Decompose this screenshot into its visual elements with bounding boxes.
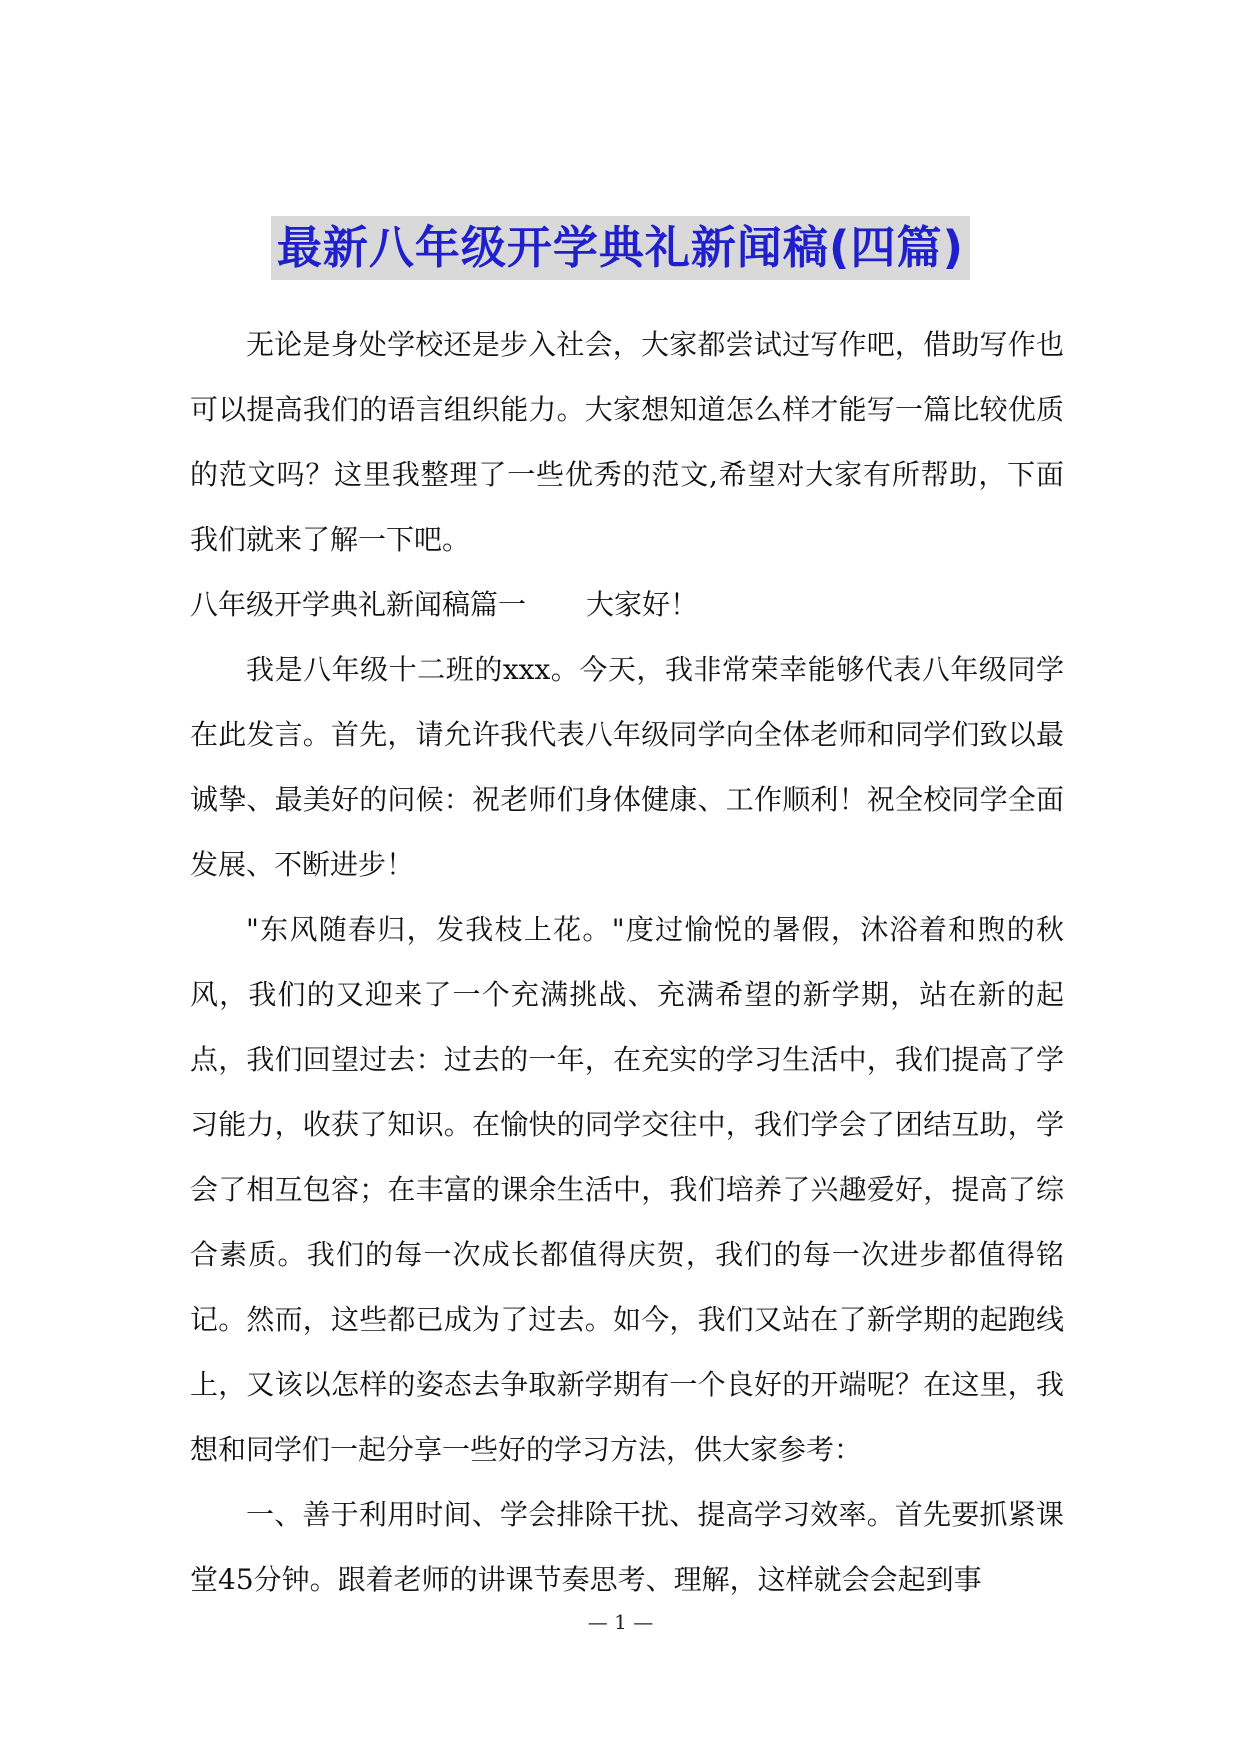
document-title: 最新八年级开学典礼新闻稿(四篇): [271, 216, 970, 280]
intro-paragraph: 无论是身处学校还是步入社会，大家都尝试过写作吧，借助写作也可以提高我们的语言组织能力。大家想知道怎么样才能写一篇比较优质的范文吗？这里我整理了一些优秀的范文,希望对大家有所帮助，下面我们就来了解一下吧。: [190, 328, 1064, 556]
document-body: [190, 312, 1064, 1612]
greeting: 大家好！: [586, 588, 699, 621]
section-heading: 八年级开学典礼新闻稿篇一: [190, 588, 527, 621]
body-paragraph: 我是八年级十二班的xxx。今天，我非常荣幸能够代表八年级同学在此发言。首先，请允许我代表八年级同学向全体老师和同学们致以最诚挚、最美好的问候：祝老师们身体健康、工作顺利！祝全校同学全面发展、不断进步！: [190, 653, 1064, 881]
body-paragraph: "东风随春归，发我枝上花。"度过愉悦的暑假，沐浴着和煦的秋风，我们的又迎来了一个充满挑战、充满希望的新学期，站在新的起点，我们回望过去：过去的一年，在充实的学习生活中，我们提高了学习能力，收获了知识。在愉快的同学交往中，我们学会了团结互助，学会了相互包容；在丰富的课余生活中，我们培养了兴趣爱好，提高了综合素质。我们的每一次成长都值得庆贺，我们的每一次进步都值得铭记。然而，这些都已成为了过去。如今，我们又站在了新学期的起跑线上，又该以怎样的姿态去争取新学期有一个良好的开端呢？在这里，我想和同学们一起分享一些好的学习方法，供大家参考：: [190, 913, 1064, 1466]
section-heading-line: [190, 572, 1064, 637]
body-paragraph: 一、善于利用时间、学会排除干扰、提高学习效率。首先要抓紧课堂45分钟。跟着老师的讲课节奏思考、理解，这样就会会起到事: [190, 1498, 1064, 1596]
page-number: — 1 —: [587, 1610, 654, 1634]
title-block: [0, 216, 1241, 280]
